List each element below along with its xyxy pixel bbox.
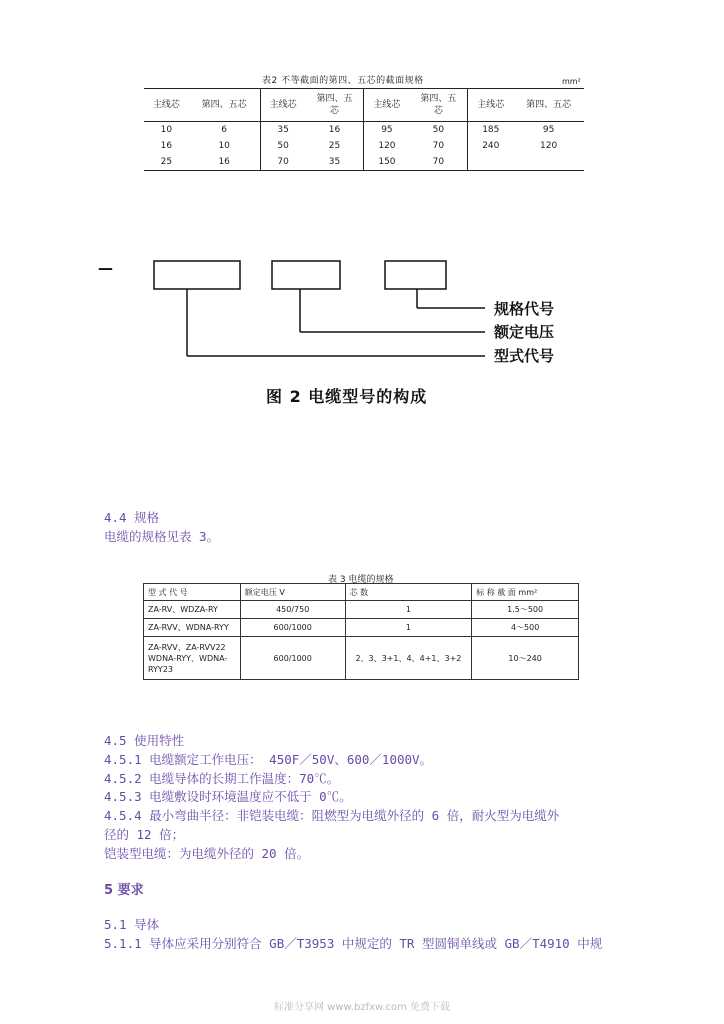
table2-cell: 35	[260, 122, 305, 139]
footer-watermark: 标准分享网 www.bzfxw.com 免费下载	[274, 1002, 450, 1013]
table2-cell: 120	[540, 141, 558, 151]
table2-cell: 70	[432, 141, 445, 151]
table3-cell: 600/1000	[240, 637, 345, 680]
table2-cell	[513, 154, 584, 171]
table2-header: 第四、五芯	[513, 89, 584, 122]
table3-header: 额定电压 V	[240, 584, 345, 601]
table3-cell: 4～500	[472, 619, 579, 637]
section-4-4-text: 电缆的规格见表 3。	[104, 529, 220, 544]
table2-cell: 50	[432, 125, 445, 135]
figure2-label-spec: 规格代号	[494, 300, 555, 318]
figure2-box-type	[154, 261, 240, 289]
section-5-1-heading: 5.1 导体	[104, 917, 160, 932]
table2-cell: 35	[306, 154, 364, 171]
table2-cell: 70	[260, 154, 305, 171]
table-row	[144, 601, 579, 619]
table3-header: 芯 数	[345, 584, 472, 601]
section-4-5-line: 径的 12 倍；	[104, 827, 185, 842]
table-row	[144, 138, 584, 154]
table2-title: 表2 不等截面的第四、五芯的截面规格	[262, 76, 424, 86]
table3	[143, 583, 579, 680]
table-row	[144, 122, 584, 139]
table2-header-row	[144, 89, 584, 122]
section-4-5-line: 4.5.3 电缆敷设时环境温度应不低于 0℃。	[104, 789, 352, 804]
table3-cell: 600/1000	[240, 619, 345, 637]
table2-cell: 120	[364, 138, 409, 154]
table-row	[144, 154, 584, 171]
section-4-4-heading: 4.4 规格	[104, 510, 160, 525]
table3-cell: ZA-RVV、WDNA-RYY	[144, 619, 241, 637]
table3-cell: ZA-RV、WDZA-RY	[144, 601, 241, 619]
table2-cell	[468, 154, 513, 171]
section-4-5-line: 铠装型电缆：为电缆外径的 20 倍。	[104, 846, 310, 861]
figure2-box-spec	[385, 261, 446, 289]
table3-cell: 2、3、3+1、4、4+1、3+2	[345, 637, 472, 680]
section-4-5-line: 4.5.2 电缆导体的长期工作温度：70℃。	[104, 771, 340, 786]
table2-cell: 10	[218, 141, 230, 151]
table2-header: 主线芯	[144, 89, 189, 122]
table2-cell: 95	[542, 125, 555, 135]
table2-unit: mm²	[562, 77, 581, 86]
table3-header: 型 式 代 号	[144, 584, 241, 601]
section-4-5-heading: 4.5 使用特性	[104, 733, 185, 748]
table3-cell: 450/750	[240, 601, 345, 619]
table3-title: 表 3 电缆的规格	[328, 575, 394, 585]
table2-cell: 240	[468, 138, 513, 154]
table2-cell: 70	[409, 154, 467, 171]
table3-cell: 10～240	[472, 637, 579, 680]
table2-header: 第四、五 芯	[306, 89, 364, 122]
section-4-5-line: 4.5.1 电缆额定工作电压： 450F／50V、600／1000V。	[104, 752, 433, 767]
table2-cell: 25	[328, 141, 341, 151]
table2-cell: 150	[364, 154, 409, 171]
table2-cell: 50	[260, 138, 305, 154]
table3-cell: 1	[345, 601, 472, 619]
table2-cell: 95	[364, 122, 409, 139]
table2-header: 主线芯	[260, 89, 305, 122]
table2-header: 主线芯	[364, 89, 409, 122]
table3-header: 标 称 截 面 mm²	[472, 584, 579, 601]
figure2-caption: 图 2 电缆型号的构成	[266, 387, 428, 406]
table-row	[144, 637, 579, 680]
figure2-label-type: 型式代号	[494, 347, 555, 365]
section-5-heading: 5 要求	[104, 883, 144, 898]
table3-header-row	[144, 584, 579, 601]
figure2-label-voltage: 额定电压	[494, 323, 555, 341]
table3-cell: ZA-RVV、ZA-RVV22 WDNA-RYY、WDNA- RYY23	[144, 637, 241, 680]
table2-cell: 16	[328, 125, 341, 135]
table-row	[144, 619, 579, 637]
section-5-1-1-line: 5.1.1 导体应采用分别符合 GB／T3953 中规定的 TR 型圆铜单线或 GB／T4910 中规	[104, 936, 603, 951]
table2-header: 主线芯	[468, 89, 513, 122]
table3-cell: 1.5～500	[472, 601, 579, 619]
table2-cell: 16	[160, 141, 173, 151]
table2-cell: 16	[189, 154, 260, 171]
table2-cell: 10	[160, 125, 173, 135]
table2	[144, 88, 584, 171]
table2-header: 第四、五 芯	[409, 89, 467, 122]
table2-cell: 185	[468, 122, 513, 139]
figure2-dash: —	[98, 259, 113, 277]
section-4-5-line: 4.5.4 最小弯曲半径：非铠装电缆：阻燃型为电缆外径的 6 倍，耐火型为电缆外	[104, 808, 560, 823]
table2-header: 第四、五芯	[189, 89, 260, 122]
figure2-box-voltage	[272, 261, 340, 289]
table2-cell: 25	[144, 154, 189, 171]
table2-cell: 6	[221, 125, 228, 135]
table3-cell: 1	[345, 619, 472, 637]
